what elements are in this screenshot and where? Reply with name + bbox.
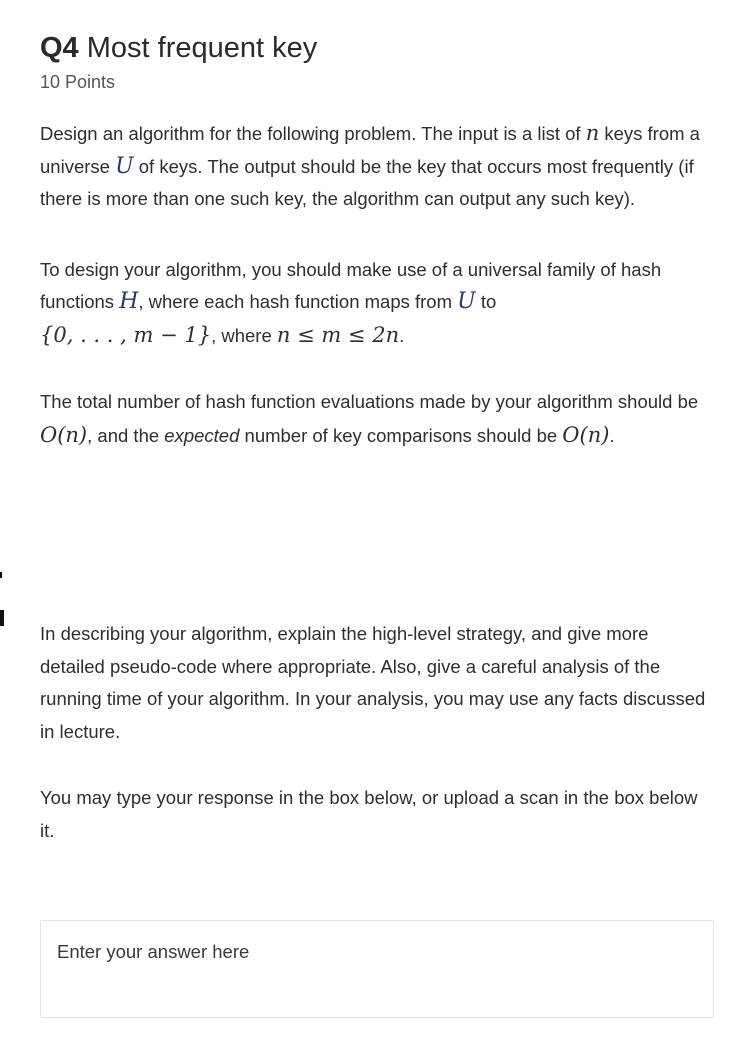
question-number: Q4 — [40, 32, 79, 64]
answer-box[interactable] — [40, 920, 714, 1018]
question-title-text: Most frequent key — [86, 32, 318, 64]
emphasis-expected: expected — [164, 424, 240, 446]
answer-input[interactable] — [41, 921, 713, 1017]
math-n: n — [585, 121, 600, 145]
question-points: 10 Points — [40, 72, 116, 92]
text-run: to — [475, 291, 497, 312]
hash-family-requirement — [40, 254, 716, 353]
text-run: To design your algorithm, you should make use of a universal family of hash functions — [40, 258, 662, 312]
math-inequality: n ≤ m ≤ 2n — [276, 322, 400, 347]
math-range: {0, . . . , m − 1} — [40, 322, 212, 347]
question-panel — [40, 28, 716, 847]
question-header — [40, 28, 716, 95]
text-run: The total number of hash function evaluations made by your algorithm should be — [40, 391, 699, 412]
text-run: , where — [211, 324, 277, 346]
math-big-o: O(n) — [40, 422, 88, 447]
question-title — [40, 28, 716, 68]
problem-statement — [40, 117, 716, 216]
math-hash-family-h: H — [119, 289, 139, 314]
text-run: number of key comparisons should be — [239, 424, 563, 446]
edge-artifact-short — [0, 572, 2, 578]
math-universe-u: U — [115, 153, 134, 179]
math-big-o: O(n) — [562, 422, 610, 447]
text-run: . — [399, 324, 405, 346]
text-run: , where each hash function maps from — [138, 291, 458, 312]
answer-instructions: In describing your algorithm, explain the high-level strategy, and give more detailed pseudo-code where appropriate. Also, give a careful analysis of the running time of your algorithm. In your analysis, you may use any facts discussed in lecture. — [40, 623, 706, 742]
submission-instructions: You may type your response in the box below, or upload a scan in the box below it. — [40, 787, 698, 841]
text-run: keys from a universe — [40, 123, 700, 177]
text-run: Design an algorithm for the following problem. The input is a list of — [40, 123, 586, 144]
text-run: . — [609, 424, 615, 446]
text-run: of keys. The output should be the key that occurs most frequently (if there is more than one such key, the algorithm can output any such key). — [40, 155, 694, 209]
complexity-requirement — [40, 386, 716, 452]
text-run: , and the — [87, 424, 165, 446]
math-universe-u: U — [457, 289, 476, 314]
edge-artifact — [0, 610, 4, 626]
